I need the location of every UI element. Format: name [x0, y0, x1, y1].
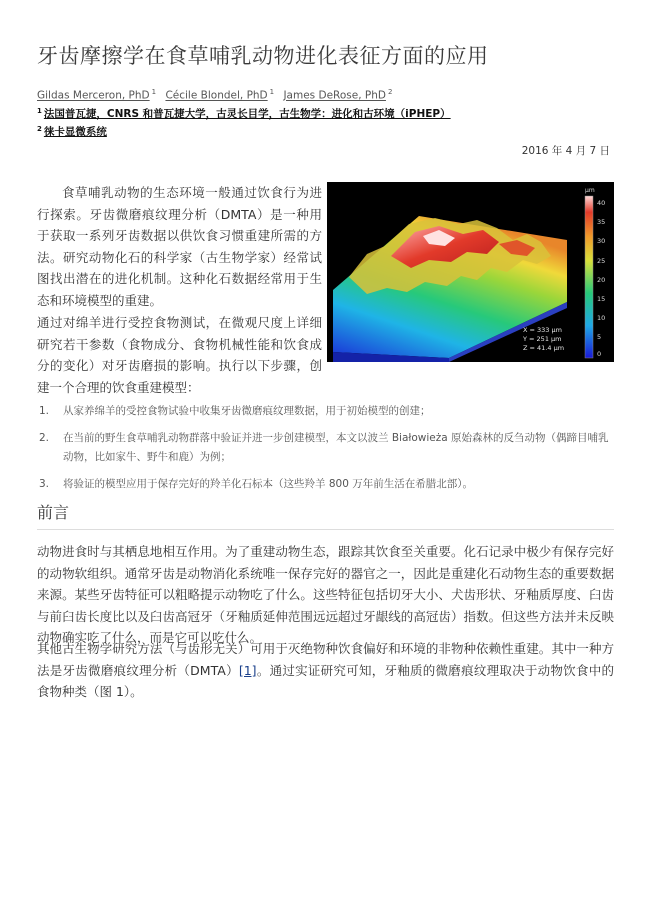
- list-item: [37, 402, 617, 421]
- affiliation-mark: 2: [37, 124, 42, 133]
- list-item-number: 3.: [39, 478, 50, 490]
- publication-date: 2016 年 4 月 7 日: [521, 145, 610, 157]
- list-item-text: 在当前的野生食草哺乳动物群落中验证并进一步创建模型，本文以波兰 Białowieża 原始森林的反刍动物（偶蹄目哺乳动物，比如家牛、野牛和鹿）为例；: [63, 432, 609, 463]
- colorbar-tick: 30: [597, 237, 606, 245]
- colorbar-tick: 25: [597, 257, 606, 265]
- affiliation-1: [37, 106, 451, 121]
- intro-paragraph: 食草哺乳动物的生态环境一般通过饮食行为进行探索。牙齿微磨痕纹理分析（DMTA）是一种用于获取一系列牙齿数据以供饮食习惯重建所需的方法。研究动物化石的科学家（古生物学家）经常试图找出潜在的进化机制。这种化石数据经常用于生态和环境模型的重建。: [37, 185, 322, 308]
- body-paragraph-2: [37, 638, 614, 703]
- colorbar-unit: µm: [585, 187, 595, 194]
- topography-3d-render: [327, 182, 614, 362]
- body-paragraph-2-text-end: 。通过实证研究可知，牙釉质的微磨痕纹理取决于动物饮食中的食物种类（图 1）。: [37, 662, 614, 699]
- colorbar-tick: 20: [597, 276, 606, 284]
- list-item-text: 从家养绵羊的受控食物试验中收集牙齿微磨痕纹理数据，用于初始模型的创建；: [63, 405, 431, 417]
- surface-topography-figure: [327, 182, 614, 362]
- list-item: [37, 429, 617, 467]
- author-affiliation-mark: 2: [387, 88, 393, 96]
- method-paragraph: 通过对绵羊进行受控食物测试，在微观尺度上详细研究若干参数（食物成分、食物机械性能和饮食成分的变化）对牙齿磨损的影响。执行以下步骤，创建一个合理的饮食重建模型：: [37, 315, 322, 395]
- reference-link[interactable]: [1]: [238, 662, 257, 678]
- colorbar-tick: 10: [597, 314, 606, 322]
- dimension-readout: [522, 326, 564, 352]
- section-heading: 前言: [37, 503, 70, 522]
- list-item-text: 将验证的模型应用于保存完好的羚羊化石标本（这些羚羊 800 万年前生活在希腊北部）。: [63, 478, 473, 490]
- body-paragraph-2-text: 其他古生物学研究方法（与齿形无关）可用于灭绝物种饮食偏好和环境的非物种依赖性重建。其中一种方法是牙齿微磨痕纹理分析（DMTA）: [37, 641, 614, 678]
- affiliation-mark: 1: [37, 106, 42, 115]
- readout-z: Z = 41.4 µm: [523, 344, 565, 352]
- list-item-number: 2.: [39, 432, 50, 444]
- author-affiliation-mark: 1: [151, 88, 157, 96]
- affiliation-text[interactable]: 法国普瓦捷，CNRS 和普瓦捷大学，古灵长目学，古生物学：进化和古环境（iPHEP）: [43, 108, 451, 120]
- colorbar: [585, 196, 593, 358]
- readout-y: Y = 251 µm: [523, 335, 562, 343]
- author-link[interactable]: Gildas Merceron, PhD: [37, 89, 150, 102]
- page-title: 牙齿摩擦学在食草哺乳动物进化表征方面的应用: [37, 44, 489, 68]
- colorbar-tick: 15: [597, 295, 606, 303]
- author-list: [37, 88, 398, 102]
- section-divider: [37, 529, 614, 530]
- author-link[interactable]: James DeRose, PhD: [283, 89, 386, 102]
- colorbar-tick: 0: [597, 350, 602, 358]
- author-link[interactable]: Cécile Blondel, PhD: [165, 89, 268, 102]
- affiliation-2: [37, 124, 107, 139]
- colorbar-tick: 5: [597, 333, 602, 341]
- affiliation-text[interactable]: 徕卡显微系统: [43, 126, 107, 138]
- readout-x: X = 333 µm: [523, 326, 562, 334]
- author-affiliation-mark: 1: [269, 88, 275, 96]
- colorbar-tick: 35: [597, 218, 606, 226]
- colorbar-tick: 40: [597, 199, 606, 207]
- body-paragraph-1: 动物进食时与其栖息地相互作用。为了重建动物生态，跟踪其饮食至关重要。化石记录中极少有保存完好的动物软组织。通常牙齿是动物消化系统唯一保存完好的器官之一，因此是重建化石动物生态的重要数据来源。某些牙齿特征可以粗略提示动物吃了什么。这些特征包括切牙大小、犬齿形状、牙釉质厚度、臼齿与前臼齿长度比以及臼齿高冠牙（牙釉质延伸范围远远超过牙龈线的高冠齿）指数。但这些方法并未反映动物确实吃了什么，而是它可以吃什么。: [37, 544, 614, 645]
- step-list: [37, 402, 617, 502]
- list-item: [37, 475, 617, 494]
- list-item-number: 1.: [39, 405, 50, 417]
